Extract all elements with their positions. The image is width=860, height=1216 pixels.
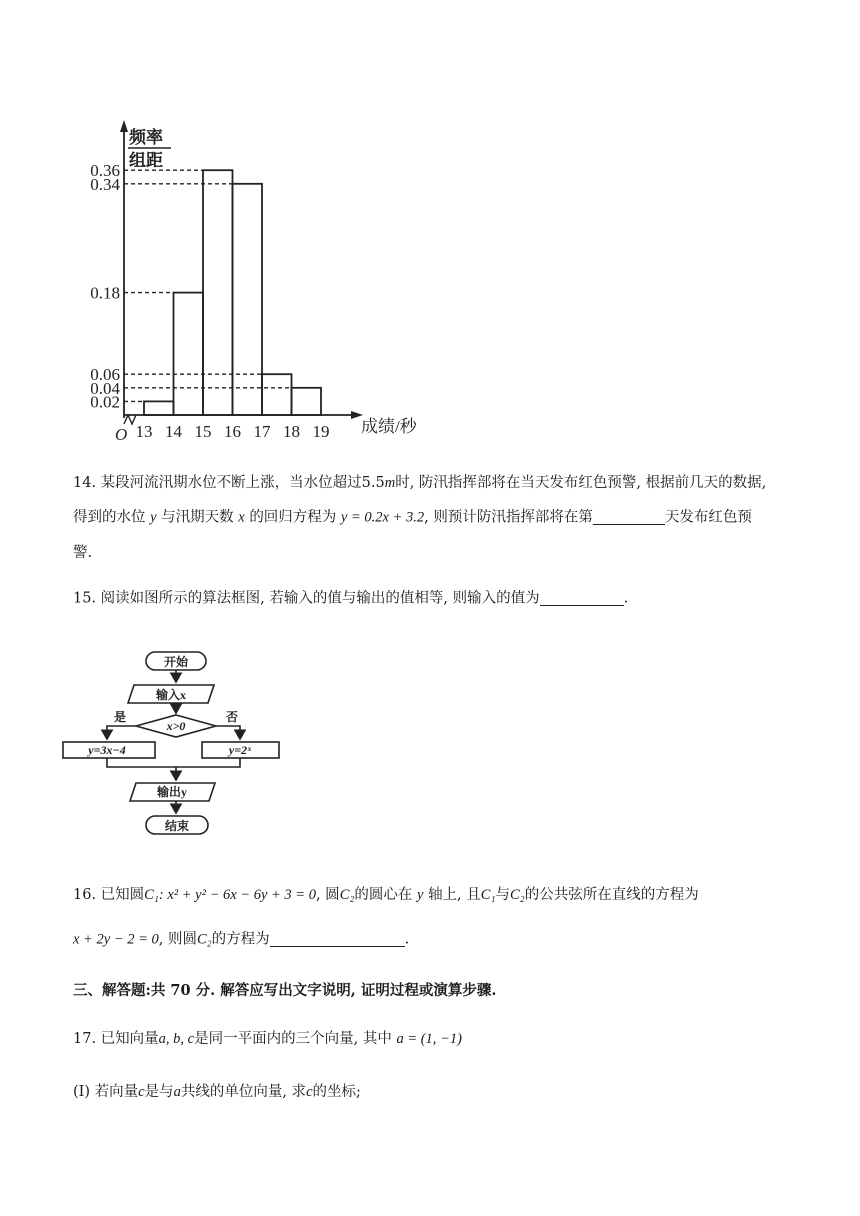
- y-axis-label-top: 频率: [129, 128, 163, 147]
- q14-text-e: 的回归方程为: [249, 509, 337, 526]
- flow-no-branch-label: y=2ˣ: [228, 743, 252, 757]
- q14-text-h: 警.: [73, 545, 93, 561]
- q16-text-f: 的公共弦所在直线的方程为: [524, 887, 699, 903]
- histogram-x-tick-label: 14: [165, 422, 182, 441]
- q17-part1: [73, 1085, 361, 1100]
- axis-break: [124, 415, 136, 424]
- q17-var-c-b: c: [306, 1084, 313, 1100]
- q14-line3: [73, 546, 92, 561]
- flow-end-label: 结束: [164, 819, 190, 833]
- q16-c2: C₂: [339, 887, 355, 903]
- histogram-x-tick-label: 15: [194, 422, 212, 441]
- histogram-bar: [292, 388, 322, 415]
- q16-c1: C₁: [144, 887, 159, 903]
- q14-text-c: 得到的水位: [73, 509, 146, 526]
- histogram-x-tick-label: 13: [135, 422, 153, 441]
- q14-unit: m: [384, 475, 396, 491]
- histogram-chart: [75, 110, 435, 450]
- q16-line1: [73, 888, 699, 903]
- q16-text-g: , 则圆: [158, 931, 197, 948]
- q16-text-b: , 圆: [315, 887, 340, 903]
- q14-var-x: x: [238, 509, 245, 526]
- histogram-y-tick-label: 0.34: [90, 174, 120, 194]
- q17-vars: a, b, c: [158, 1031, 195, 1047]
- q16-text-d: 轴上, 且: [428, 887, 481, 903]
- q16-axis: y: [417, 887, 424, 903]
- flow-output-label: 输出y: [156, 785, 188, 799]
- q14-text-a: 14. 某段河流汛期水位不断上涨，当水位超过: [73, 475, 362, 491]
- histogram-y-tick-label: 0.36: [90, 161, 120, 181]
- q16-text-c: 的圆心在: [354, 887, 413, 903]
- q17-text-b: 是同一平面内的三个向量, 其中: [194, 1031, 392, 1047]
- histogram-y-tick-label: 0.06: [90, 365, 120, 385]
- q17-text-c: (Ⅰ) 若向量: [73, 1084, 139, 1100]
- y-axis-arrow: [120, 120, 128, 132]
- q16-eq1: : x² + y² − 6x − 6y + 3 = 0: [158, 887, 316, 903]
- q17-text-a: 17. 已知向量: [73, 1031, 159, 1047]
- flowchart: [60, 645, 290, 840]
- flow-start-label: 开始: [163, 655, 189, 669]
- q14-line2: [73, 510, 752, 525]
- flow-no-label: 否: [225, 710, 239, 724]
- histogram-y-tick-label: 0.18: [90, 283, 120, 303]
- histogram-x-tick-label: 16: [224, 422, 241, 441]
- histogram-x-tick-label: 19: [312, 422, 330, 441]
- q16-text-h: 的方程为: [211, 931, 270, 948]
- q16-line2: [73, 932, 409, 947]
- q17-var-c: c: [138, 1084, 145, 1100]
- histogram-bar: [203, 170, 233, 415]
- q16-text-a: 16. 已知圆: [73, 887, 145, 903]
- origin-label: O: [115, 425, 128, 444]
- q14-equation: y = 0.2x + 3.2: [340, 509, 425, 526]
- flow-input-label: 输入x: [155, 688, 187, 702]
- q14-line1: [73, 476, 766, 491]
- q17-vec-a: a = (1, −1): [396, 1031, 462, 1047]
- histogram-bar: [144, 401, 174, 415]
- q14-text-b: 时, 防汛指挥部将在当天发布红色预警, 根据前几天的数据,: [395, 475, 767, 491]
- histogram-y-tick-label: 0.02: [90, 392, 120, 412]
- q17-text-d: 是与: [144, 1084, 174, 1100]
- histogram-y-tick-label: 0.04: [90, 378, 120, 398]
- q14-water-level: 5.5: [361, 475, 385, 491]
- histogram-bar: [174, 293, 204, 415]
- q17-text-f: 的坐标;: [312, 1084, 361, 1100]
- flow-condition-label: x>0: [166, 719, 186, 733]
- section3-title: 三、解答题:共 70 分. 解答应写出文字说明, 证明过程或演算步骤.: [73, 982, 497, 999]
- flow-yes-branch-label: y=3x−4: [88, 743, 126, 757]
- q14-text-g: 天发布红色预: [664, 509, 752, 526]
- q15-text: 15. 阅读如图所示的算法框图, 若输入的值与输出的值相等, 则输入的值为: [73, 590, 540, 607]
- q16-c2-b: C₂: [510, 887, 525, 903]
- flow-yes-label: 是: [113, 710, 127, 724]
- q14-text-f: , 则预计防汛指挥部将在第: [424, 509, 593, 526]
- q17-line1: [73, 1032, 462, 1047]
- y-axis-label-bottom: 组距: [129, 151, 163, 170]
- q15-answer-blank[interactable]: [540, 591, 624, 606]
- histogram-x-tick-label: 17: [253, 422, 271, 441]
- q17-text-e: 共线的单位向量, 求: [180, 1084, 307, 1100]
- q15-line: [73, 591, 628, 606]
- q16-text-e: 与: [495, 887, 510, 903]
- q14-var-y: y: [150, 509, 157, 526]
- q14-text-d: 与汛期天数: [161, 509, 234, 526]
- histogram-bar: [262, 374, 292, 415]
- q16-c2-c: C₂: [196, 931, 212, 948]
- histogram-x-tick-label: 18: [283, 422, 300, 441]
- q16-answer-blank[interactable]: [270, 932, 405, 947]
- q14-answer-blank[interactable]: [593, 510, 665, 525]
- q15-end: .: [623, 590, 629, 607]
- q17-var-a: a: [173, 1084, 181, 1100]
- histogram-bar: [233, 184, 263, 415]
- x-axis-label: 成绩/秒: [361, 417, 417, 436]
- q16-end: .: [404, 931, 410, 948]
- q16-c1-b: C₁: [480, 887, 496, 903]
- q16-line-eq: x + 2y − 2 = 0: [73, 931, 159, 948]
